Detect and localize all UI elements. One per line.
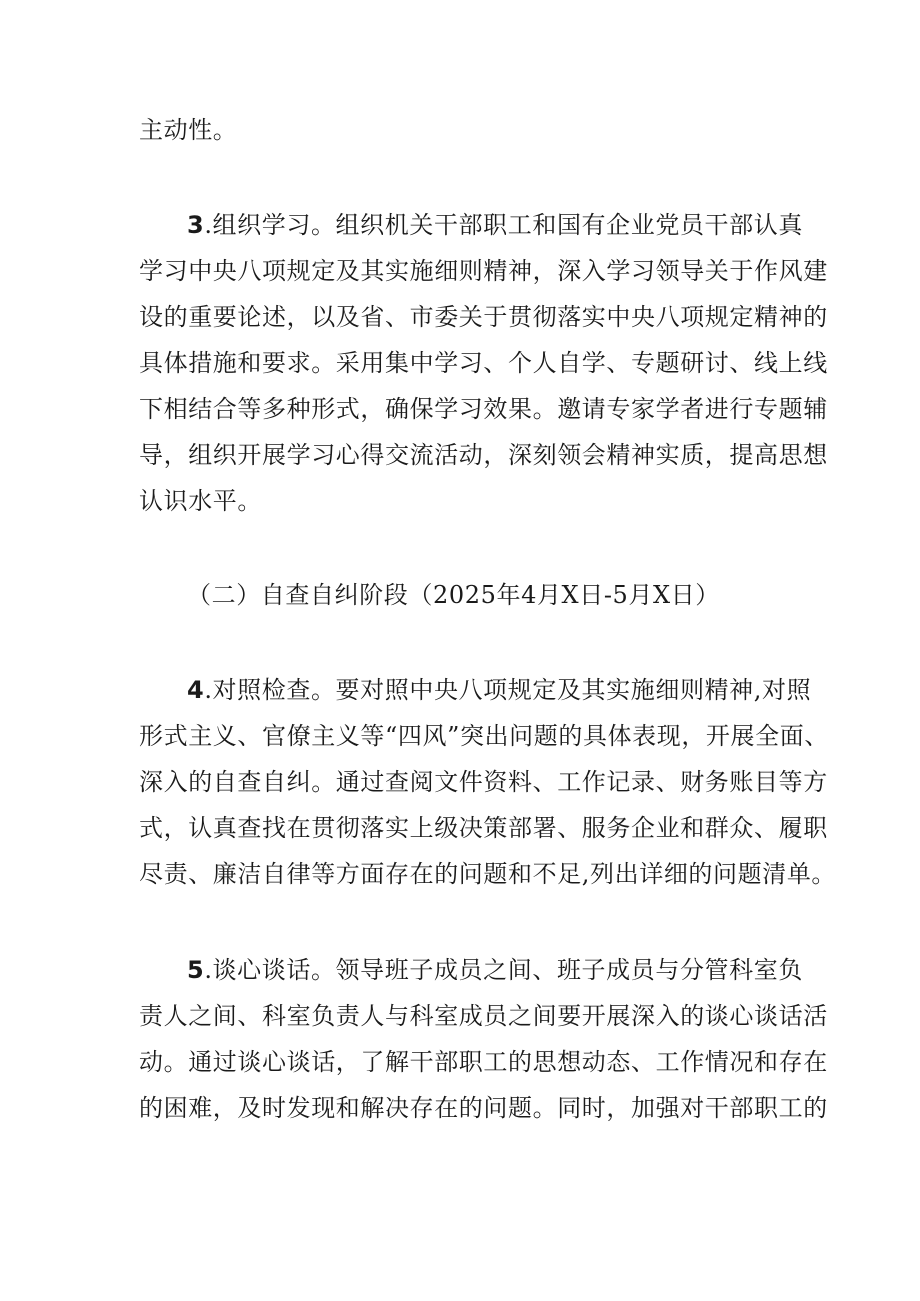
paragraph-line: .组织学习。组织机关干部职工和国有企业党员干部认真 — [204, 211, 803, 239]
paragraph-4-first-line — [187, 673, 812, 707]
paragraph-line: 导，组织开展学习心得交流活动，深刻领会精神实质，提高思想 — [139, 441, 828, 469]
paragraph-line: 主动性。 — [139, 116, 238, 144]
paragraph-3-first-line — [187, 208, 803, 242]
paragraph-line: 动。通过谈心谈话，了解干部职工的思想动态、工作情况和存在 — [139, 1048, 828, 1076]
paragraph-line: 形式主义、官僚主义等“四风”突出问题的具体表现，开展全面、 — [139, 722, 829, 750]
paragraph-line: .谈心谈话。领导班子成员之间、班子成员与分管科室负 — [204, 956, 803, 984]
paragraph-line: 责人之间、科室负责人与科室成员之间要开展深入的谈心谈话活 — [139, 1002, 828, 1030]
paragraph-line: 设的重要论述，以及省、市委关于贯彻落实中央八项规定精神的 — [139, 303, 828, 331]
item-number: 5 — [187, 956, 205, 984]
paragraph-line: 式，认真查找在贯彻落实上级决策部署、服务企业和群众、履职 — [139, 814, 828, 842]
section-heading: （二）自查自纠阶段（2025年4月X日-5月X日） — [187, 581, 720, 609]
paragraph-5-first-line — [187, 953, 803, 987]
paragraph-line: 学习中央八项规定及其实施细则精神，深入学习领导关于作风建 — [139, 257, 828, 285]
paragraph-line: .对照检查。要对照中央八项规定及其实施细则精神,对照 — [204, 676, 812, 704]
item-number: 4 — [187, 676, 205, 704]
item-number: 3 — [187, 211, 205, 239]
paragraph-line: 深入的自查自纠。通过查阅文件资料、工作记录、财务账目等方 — [139, 768, 828, 796]
paragraph-line: 下相结合等多种形式，确保学习效果。邀请专家学者进行专题辅 — [139, 395, 828, 423]
paragraph-line: 的困难，及时发现和解决存在的问题。同时，加强对干部职工的 — [139, 1094, 828, 1122]
paragraph-line: 认识水平。 — [139, 487, 262, 515]
paragraph-line: 尽责、廉洁自律等方面存在的问题和不足,列出详细的问题清单。 — [139, 860, 837, 888]
paragraph-line: 具体措施和要求。采用集中学习、个人自学、专题研讨、线上线 — [139, 349, 828, 377]
